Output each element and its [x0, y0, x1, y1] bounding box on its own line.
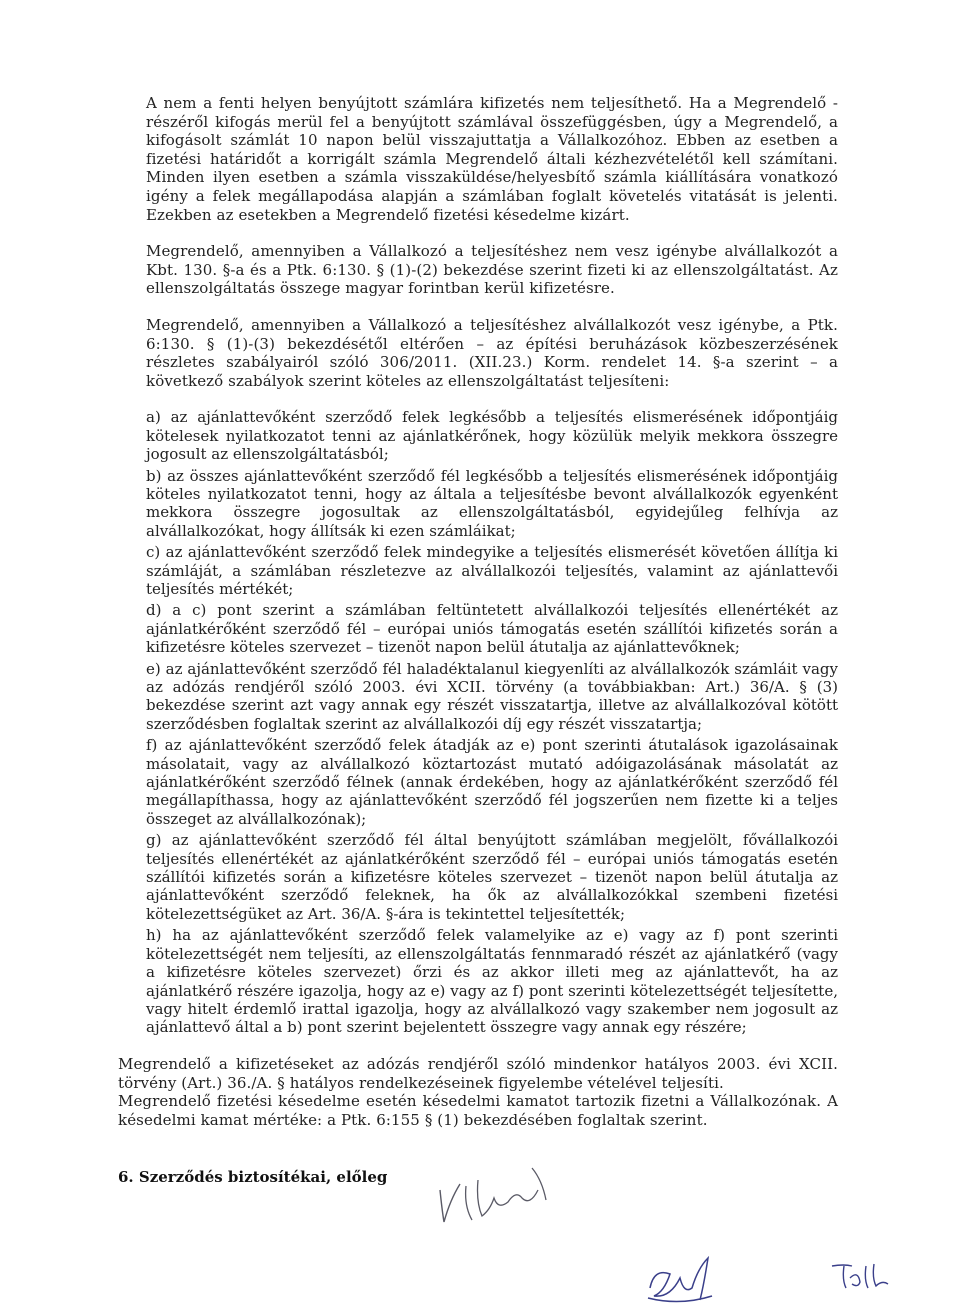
list-item-g: g) az ajánlattevőként szerződő fél által benyújtott számlában megjelölt, fővállalkozói teljesítés ellenértékét az ajánlatkérőként szerződő fél – európai uniós támogatás esetén szállítói kifizetés során a kifizetésre köteles szervezet – tizenöt napon belül átutalja az ajánlattevőként szerződő feleknek, ha ők az alvállalkozókkal szembeni fizetési kötelezettségüket az Art. 36/A. §-ára is tekintettel teljesítették; [146, 831, 838, 923]
paragraph-invoice-return: A nem a fenti helyen benyújtott számlára kifizetés nem teljesíthető. Ha a Megrendelő - részéről kifogás merül fel a benyújtott számlával összefüggésben, úgy a Megrendelő, a kifogásolt számlát 10 napon belül visszajuttatja a Vállalkozóhoz. Ebben az esetben a fizetési határidőt a korrigált számla Megrendelő általi kézhezvételétől kell számítani. Minden ilyen esetben a számla visszaküldése/helyesbítő számla kiállítására vonatkozó igény a felek megállapodása alapján a számlában foglalt követelés vitatását is jelenti. Ezekben az esetekben a Megrendelő fizetési késedelme kizárt. [146, 94, 838, 224]
initials-signature-1 [640, 1248, 730, 1310]
section-heading: 6. Szerződés biztosítékai, előleg [118, 1168, 388, 1186]
list-item-b: b) az összes ajánlattevőként szerződő fél legkésőbb a teljesítés elismerésének időpontjáig köteles nyilatkozatot tenni, hogy az általa a teljesítésbe bevont alvállalkozók egyenként mekkora összegre jogosultak az ellenszolgáltatásból, egyidejűleg felhívja az alvállalkozókat, hogy állítsák ki ezen számláikat; [146, 466, 838, 540]
payment-rules-list [146, 408, 838, 1036]
paragraph-no-subcontractor: Megrendelő, amennyiben a Vállalkozó a teljesítéshez nem vesz igénybe alvállalkozót a Kbt. 130. §-a és a Ptk. 6:130. § (1)-(2) bekezdése szerint fizeti ki az ellenszolgáltatást. Az ellenszolgáltatás összege magyar forintban kerül kifizetésre. [146, 242, 838, 298]
paragraph-with-subcontractor: Megrendelő, amennyiben a Vállalkozó a teljesítéshez alvállalkozót vesz igénybe, a Ptk. 6:130. § (1)-(3) bekezdésétől eltérően – az építési beruházások közbeszerzésének részletes szabályairól szóló 306/2011. (XII.23.) Korm. rendelet 14. §-a szerint – a következő szabályok szerint köteles az ellenszolgáltatást teljesíteni: [146, 315, 838, 390]
list-item-c: c) az ajánlattevőként szerződő felek mindegyike a teljesítés elismerését követően állítja ki számláját, a számlában részletezve az alvállalkozói teljesítés, valamint az ajánlattevői teljesítés mértékét; [146, 543, 838, 598]
list-item-a: a) az ajánlattevőként szerződő felek legkésőbb a teljesítés elismerésének időpontjáig kötelesek nyilatkozatot tenni az ajánlatkérőnek, hogy közülük melyik mekkora összegre jogosult az ellenszolgáltatásból; [146, 408, 838, 464]
list-item-f: f) az ajánlattevőként szerződő felek átadják az e) pont szerinti átutalások igazolásainak másolatait, vagy az alvállalkozó köztartozást mutató adóigazolásának másolatát az ajánlatkérőként szerződő félnek (annak érdekében, hogy az ajánlatkérőként szerződő fél megállapíthassa, hogy az ajánlattevőként szerződő fél jogszerűen nem fizette ki a teljes összeget az alvállalkozónak); [146, 736, 838, 828]
list-item-h: h) ha az ajánlattevőként szerződő felek valamelyike az e) vagy az f) pont szerinti kötelezettségét nem teljesíti, az ellenszolgáltatás fennmaradó részét az ajánlatkérő (vagy a kifizetésre köteles szervezet) őrzi és az akkor illeti meg az ajánlattevőt, ha az ajánlatkérő részére igazolja, hogy az e) vagy az f) pont szerinti kötelezettségét teljesítette, vagy hitelt érdemlő irattal igazolja, hogy az alvállalkozó vagy szakember nem jogosult az ajánlattevő által a b) pont szerint bejelentett összegre vagy annak egy részére; [146, 926, 838, 1037]
closing-text [118, 1055, 838, 1129]
initials-signature-2 [828, 1256, 898, 1296]
signature-main [420, 1150, 580, 1230]
body-text [146, 94, 838, 1053]
list-item-e: e) az ajánlattevőként szerződő fél haladéktalanul kiegyenlíti az alvállalkozók számláit vagy az adózás rendjéről szóló 2003. évi XCII. törvény (a továbbiakban: Art.) 36/A. § (3) bekezdése szerint azt vagy annak egy részét visszatartja, illetve az alvállalkozóval kötött szerződésben foglaltak szerint az alvállalkozói díj egy részét visszatartja; [146, 659, 838, 733]
paragraph-late-interest: Megrendelő fizetési késedelme esetén késedelmi kamatot tartozik fizetni a Vállalkozónak. A késedelmi kamat mértéke: a Ptk. 6:155 § (1) bekezdésében foglaltak szerint. [118, 1092, 838, 1129]
paragraph-tax-law: Megrendelő a kifizetéseket az adózás rendjéről szóló mindenkor hatályos 2003. évi XCII. törvény (Art.) 36./A. § hatályos rendelkezéseinek figyelembe vételével teljesíti. [118, 1055, 838, 1092]
list-item-d: d) a c) pont szerint a számlában feltüntetett alvállalkozói teljesítés ellenértékét az ajánlatkérőként szerződő fél – európai uniós támogatás esetén szállítói kifizetés során a kifizetésre köteles szervezet – tizenöt napon belül átutalja az ajánlattevőknek; [146, 601, 838, 657]
